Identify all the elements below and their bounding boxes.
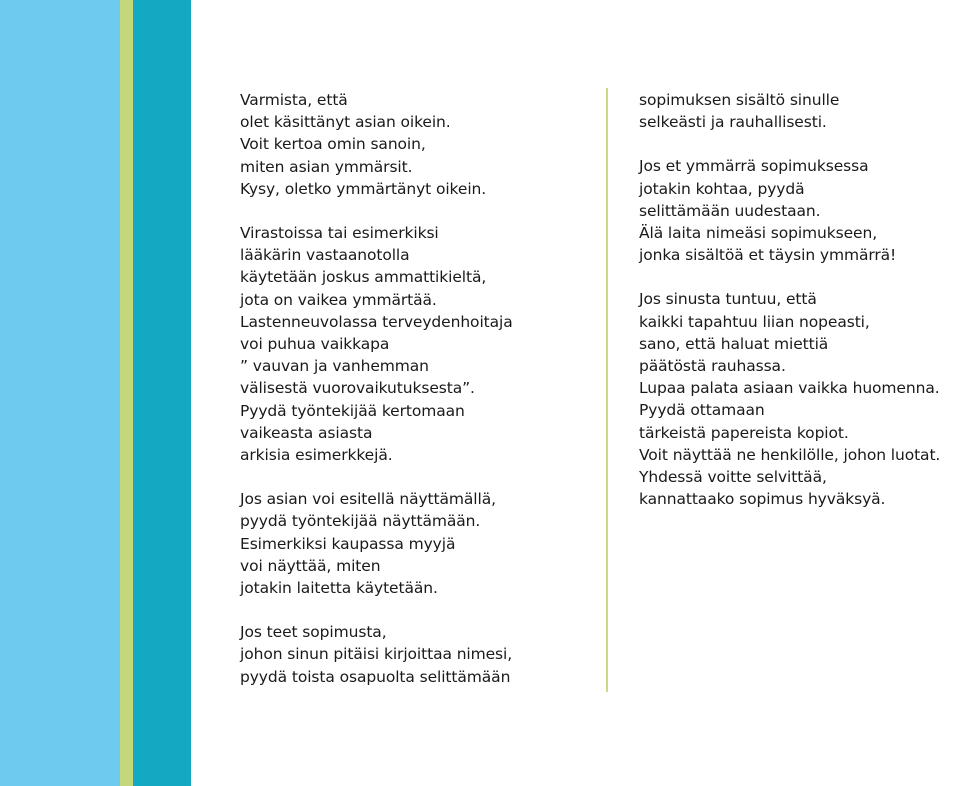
decorative-stripe-green [120, 0, 133, 786]
paragraph-verify-understanding: Varmista, että olet käsittänyt asian oikein. Voit kertoa omin sanoin, miten asian ymmärsit. Kysy, oletko ymmärtänyt oikein. [240, 91, 487, 198]
decorative-stripe-teal [133, 0, 191, 786]
right-text-column [639, 89, 959, 510]
paragraph-demonstration: Jos asian voi esitellä näyttämällä, pyydä työntekijää näyttämään. Esimerkiksi kaupassa myyjä voi näyttää, miten jotakin laitetta käytetään. [240, 490, 496, 598]
paragraph-ask-again: Jos et ymmärrä sopimuksessa jotakin kohtaa, pyydä selittämään uudestaan. Älä laita nimeäsi sopimukseen, jonka sisältöä et täysin ymmärrä! [639, 157, 897, 265]
paragraph-contract-content: sopimuksen sisältö sinulle selkeästi ja rauhallisesti. [639, 91, 840, 132]
left-text-column [240, 89, 600, 688]
paragraph-take-time: Jos sinusta tuntuu, että kaikki tapahtuu liian nopeasti, sano, että haluat miettiä päätöstä rauhassa. Lupaa palata asiaan vaikka huomenna. Pyydä ottamaan tärkeistä papereista kopiot. Voit näyttää ne henkilölle, johon luotat. Yhdessä voitte selvittää, kannattaako sopimus hyväksyä. [639, 290, 941, 509]
decorative-stripe-light-blue [0, 0, 120, 786]
column-divider [606, 88, 608, 692]
paragraph-professional-jargon: Virastoissa tai esimerkiksi lääkärin vastaanotolla käytetään joskus ammattikieltä, jota on vaikea ymmärtää. Lastenneuvolassa terveydenhoitaja voi puhua vaikkapa ” vauvan ja vanhemman välisestä vuorovaikutuksesta”. Pyydä työntekijää kertomaan vaikeasta asiasta arkisia esimerkkejä. [240, 224, 513, 465]
paragraph-contract-intro: Jos teet sopimusta, johon sinun pitäisi kirjoittaa nimesi, pyydä toista osapuolta selittämään [240, 623, 513, 686]
